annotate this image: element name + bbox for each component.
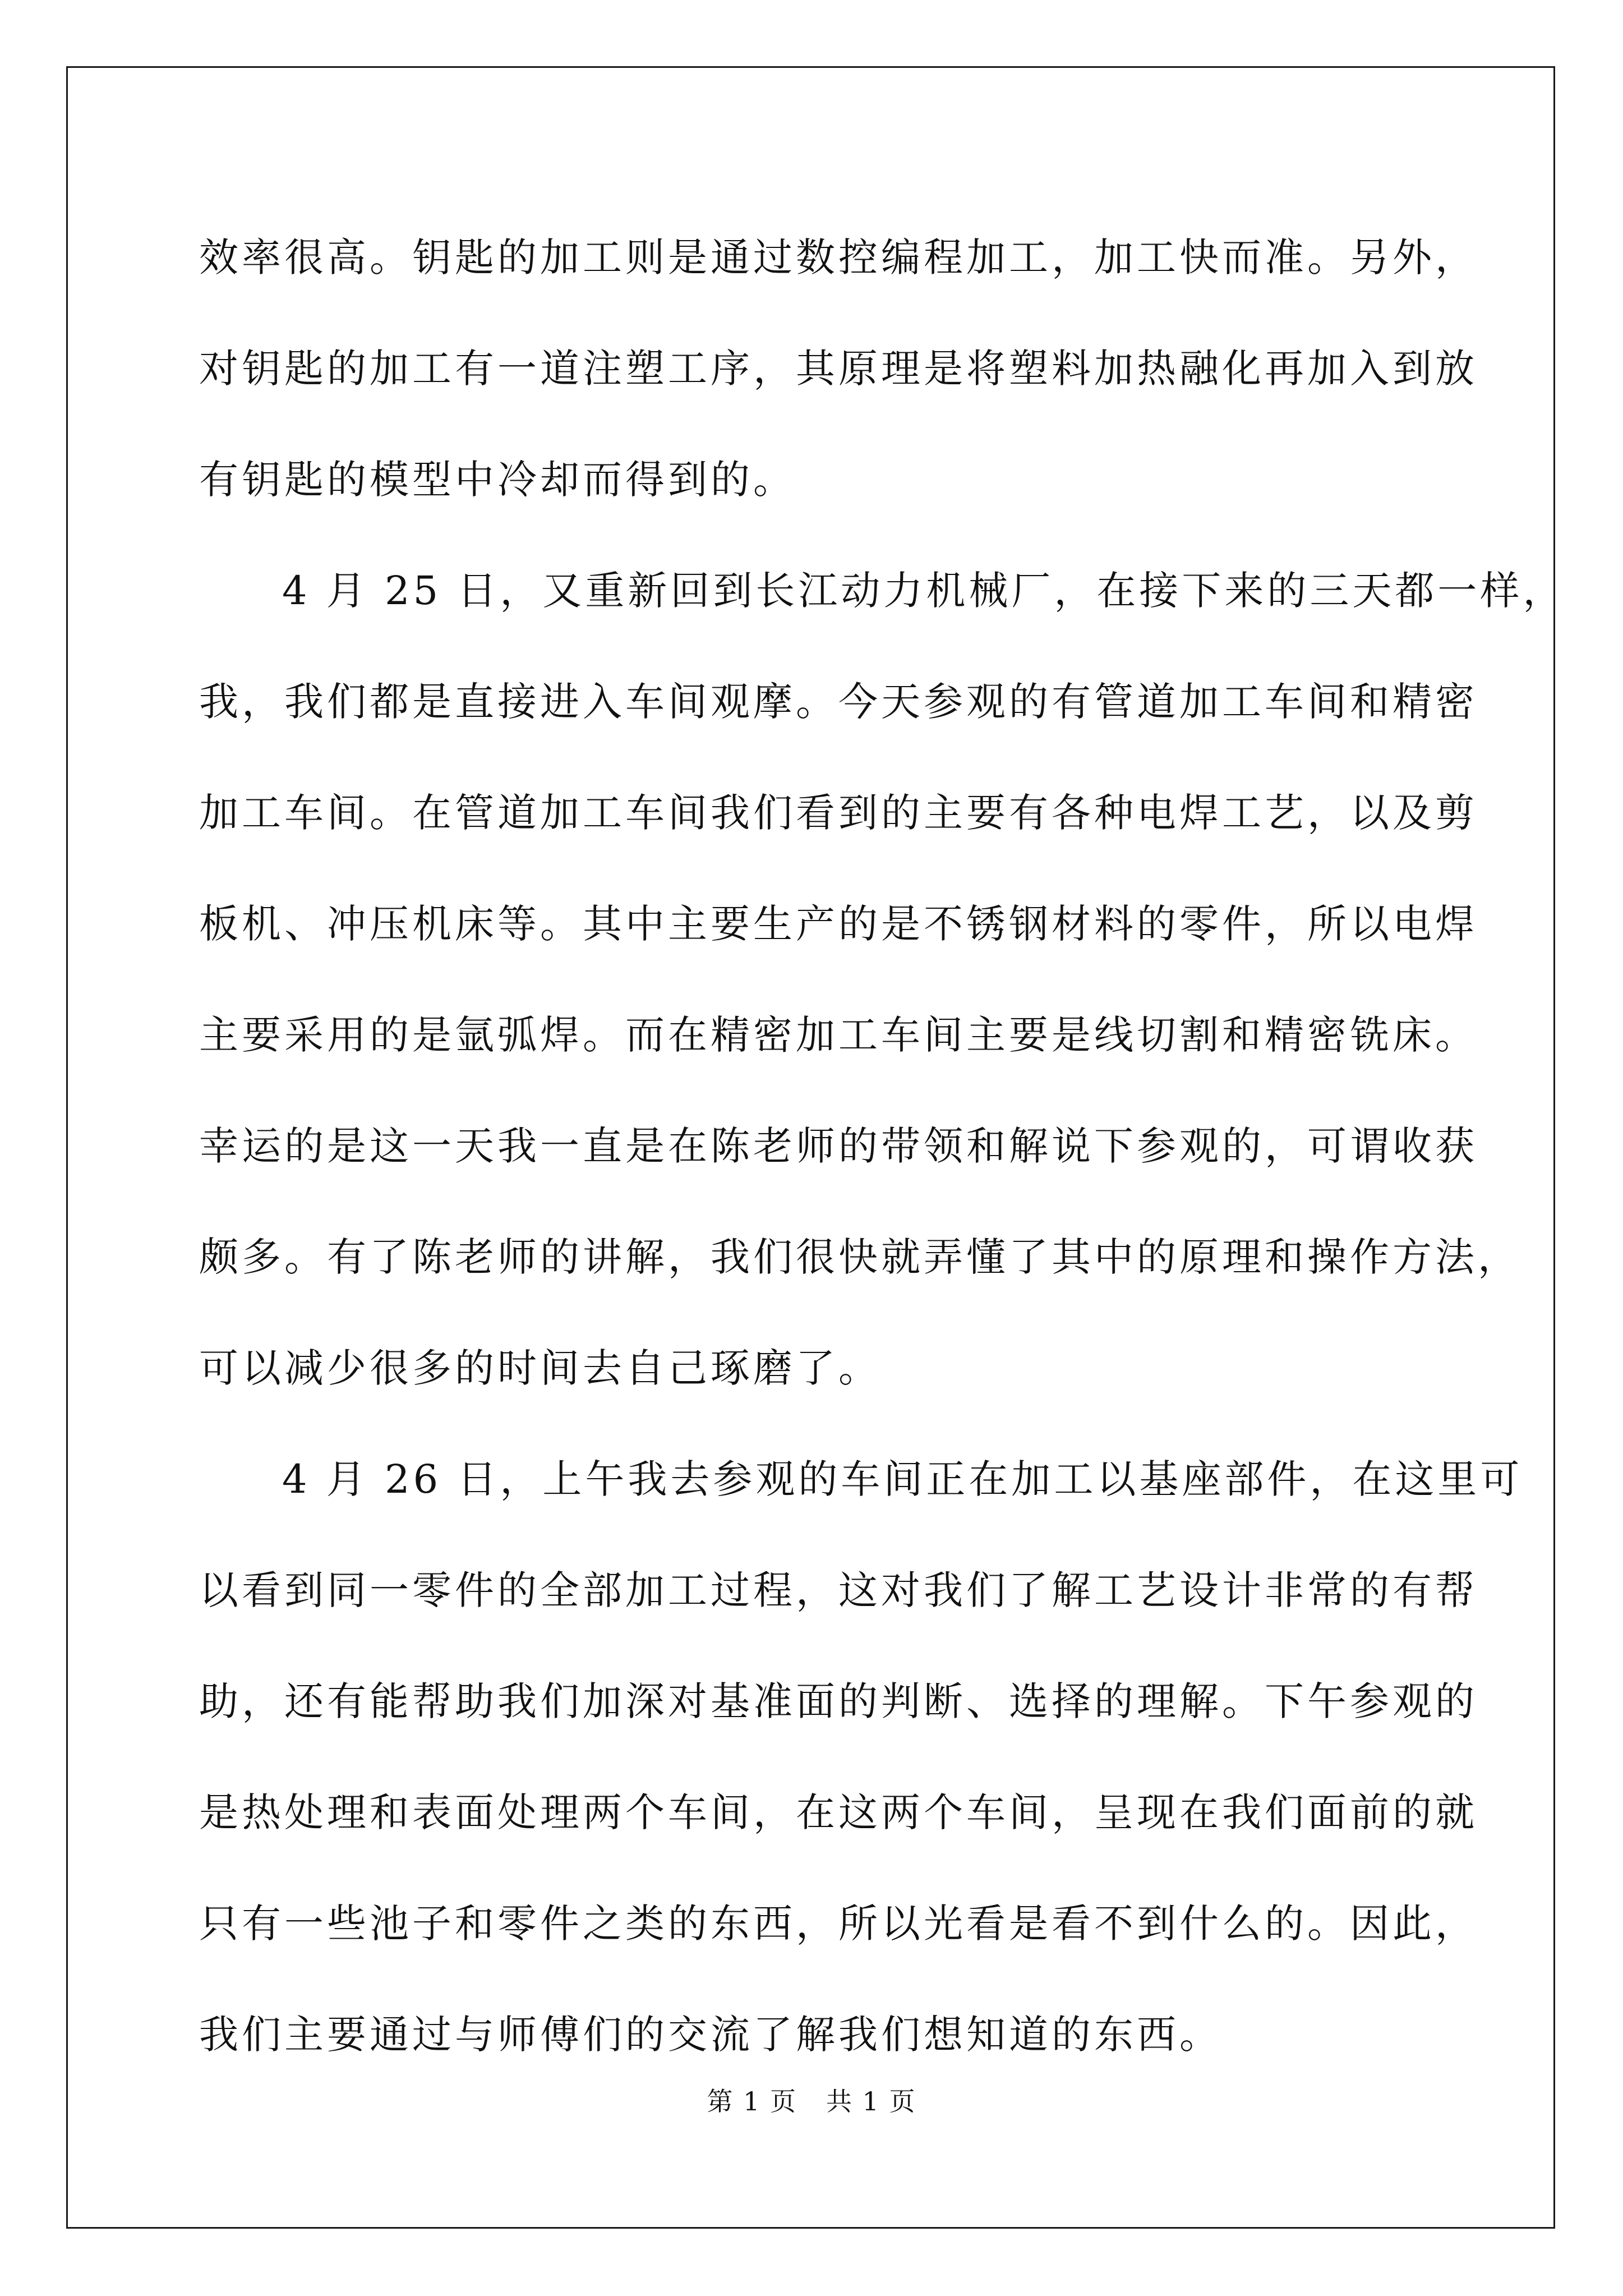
text-line: 主要采用的是氩弧焊。而在精密加工车间主要是线切割和精密铣床。 — [199, 1012, 1478, 1058]
text-line: 可以减少很多的时间去自己琢磨了。 — [199, 1345, 881, 1391]
document-body — [199, 202, 1566, 2090]
text-line: 幸运的是这一天我一直是在陈老师的带领和解说下参观的，可谓收获 — [199, 1123, 1478, 1169]
text-line: 板机、冲压机床等。其中主要生产的是不锈钢材料的零件，所以电焊 — [199, 901, 1478, 947]
text-line: 颇多。有了陈老师的讲解，我们很快就弄懂了其中的原理和操作方法， — [199, 1234, 1520, 1280]
text-line: 助，还有能帮助我们加深对基准面的判断、选择的理解。下午参观的 — [199, 1678, 1478, 1724]
text-line: 有钥匙的模型中冷却而得到的。 — [199, 457, 796, 503]
text-line: 以看到同一零件的全部加工过程，这对我们了解工艺设计非常的有帮 — [199, 1567, 1478, 1613]
page-total: 共 1 页 — [826, 2086, 916, 2116]
text-line: 是热处理和表面处理两个车间，在这两个车间，呈现在我们面前的就 — [199, 1789, 1478, 1835]
text-line: 只有一些池子和零件之类的东西，所以光看是看不到什么的。因此， — [199, 1901, 1478, 1947]
paragraph-first-line: 4 月 25 日，又重新回到长江动力机械厂，在接下来的三天都一样， — [282, 568, 1566, 614]
text-line: 加工车间。在管道加工车间我们看到的主要有各种电焊工艺，以及剪 — [199, 790, 1478, 836]
page-number: 第 1 页 — [707, 2086, 797, 2116]
text-line: 效率很高。钥匙的加工则是通过数控编程加工，加工快而准。另外， — [199, 234, 1478, 280]
text-line: 我们主要通过与师傅们的交流了解我们想知道的东西。 — [199, 2012, 1222, 2058]
page-footer — [0, 2081, 1623, 2118]
paragraph-first-line: 4 月 26 日，上午我去参观的车间正在加工以基座部件，在这里可 — [282, 1456, 1523, 1502]
text-line: 我，我们都是直接进入车间观摩。今天参观的有管道加工车间和精密 — [199, 679, 1478, 725]
text-line: 对钥匙的加工有一道注塑工序，其原理是将塑料加热融化再加入到放 — [199, 346, 1478, 392]
